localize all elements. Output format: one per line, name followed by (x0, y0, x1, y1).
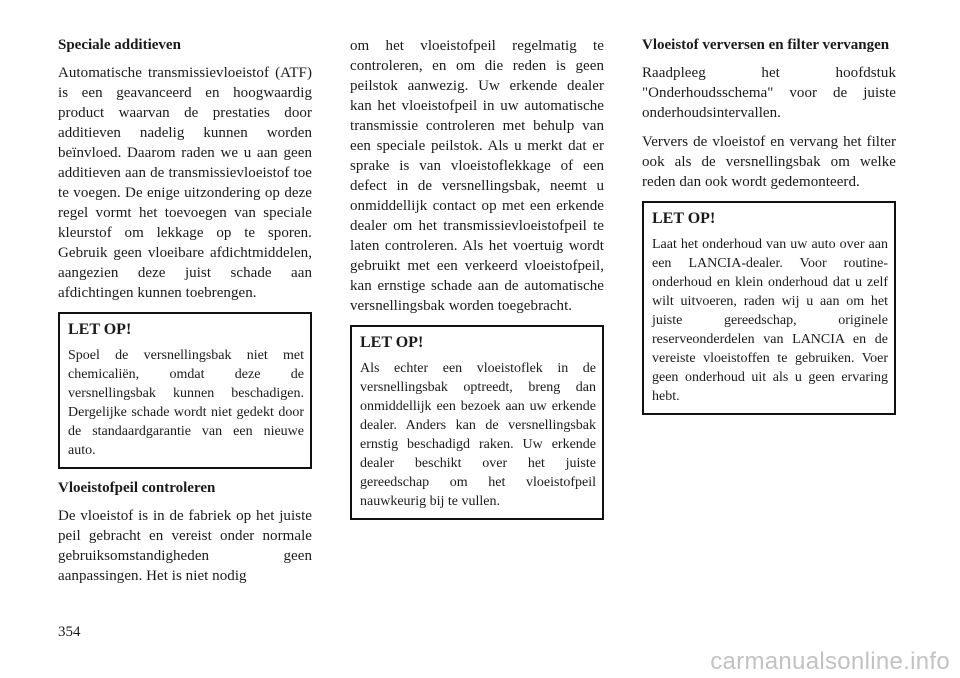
warning-box-flush (58, 312, 312, 469)
paragraph-fluid-level-continued: om het vloeistofpeil regelmatig te controleren, en om die reden is geen peilstok aanwezig. Uw erkende dealer kan het vloeistofpeil in uw automatische transmissie controleren met behulp van een speciale peilstok. Als u merkt dat er sprake is van vloeistoflekkage of een defect in de versnellingsbak, neemt u onmiddellijk contact op met een erkende dealer om het transmissievloeistofpeil te laten controleren. Als het voertuig wordt gebruikt met een verkeerd vloeistofpeil, kan ernstige schade aan de automatische versnellingsbak worden toegebracht. (350, 38, 604, 314)
paragraph-maintenance-schedule: Raadpleeg het hoofdstuk "Onderhoudsschema" voor de juiste onderhoudsintervallen. (642, 65, 896, 121)
warning-title: LET OP! (360, 334, 424, 351)
page-number: 354 (58, 624, 81, 640)
section-heading-special-additives: Speciale additieven (58, 37, 181, 53)
paragraph-fluid-change: Ververs de vloeistof en vervang het filter ook als de versnellingsbak om welke reden dan ook wordt gedemonteerd. (642, 134, 896, 190)
warning-title: LET OP! (68, 321, 132, 338)
warning-text: Als echter een vloeistoflek in de versnellingsbak optreedt, breng dan onmiddellijk een bezoek aan uw erkende dealer. Anders kan de versnellingsbak ernstig beschadigd raken. Uw erkende dealer beschikt over het juiste gereedschap om het vloeistofpeil nauwkeurig bij te vullen. (360, 361, 596, 509)
column-middle (350, 36, 604, 530)
section-heading-fluid-level: Vloeistofpeil controleren (58, 480, 216, 496)
paragraph-fluid-level: De vloeistof is in de fabriek op het juiste peil gebracht en vereist onder normale gebruiksomstandigheden geen aanpassingen. Het is niet nodig (58, 508, 312, 584)
section-heading-fluid-change: Vloeistof verversen en filter vervangen (642, 37, 890, 53)
column-left (58, 36, 312, 595)
paragraph-special-additives: Automatische transmissievloeistof (ATF) is een geavanceerd en hoogwaardig product waarvan de prestaties door additieven nadelig kunnen worden beïnvloed. Daarom raden we u aan geen additieven aan de transmissievloeistof toe te voegen. De enige uitzondering op deze regel vormt het toevoegen van speciale kleurstof om lekkage op te sporen. Gebruik geen vloeibare afdichtmiddelen, aangezien deze juist schade aan afdichtingen kunnen toebrengen. (58, 65, 312, 301)
warning-text: Spoel de versnellingsbak niet met chemicaliën, omdat deze de versnellingsbak kunnen beschadigen. Dergelijke schade wordt niet gedekt door de standaardgarantie van een nieuwe auto. (68, 348, 304, 458)
warning-text: Laat het onderhoud van uw auto over aan een LANCIA-dealer. Voor routine-onderhoud en klein onderhoud dat u zelf wilt uitvoeren, raden wij u aan om het juiste gereedschap, originele reserveonderdelen van LANCIA en de vereiste vloeistoffen te gebruiken. Voer geen onderhoud uit als u geen ervaring hebt. (652, 237, 888, 404)
column-right (642, 36, 896, 425)
warning-box-leak (350, 325, 604, 520)
warning-title: LET OP! (652, 210, 716, 227)
warning-box-dealer-service (642, 201, 896, 415)
watermark: carmanualsonline.info (710, 648, 950, 675)
